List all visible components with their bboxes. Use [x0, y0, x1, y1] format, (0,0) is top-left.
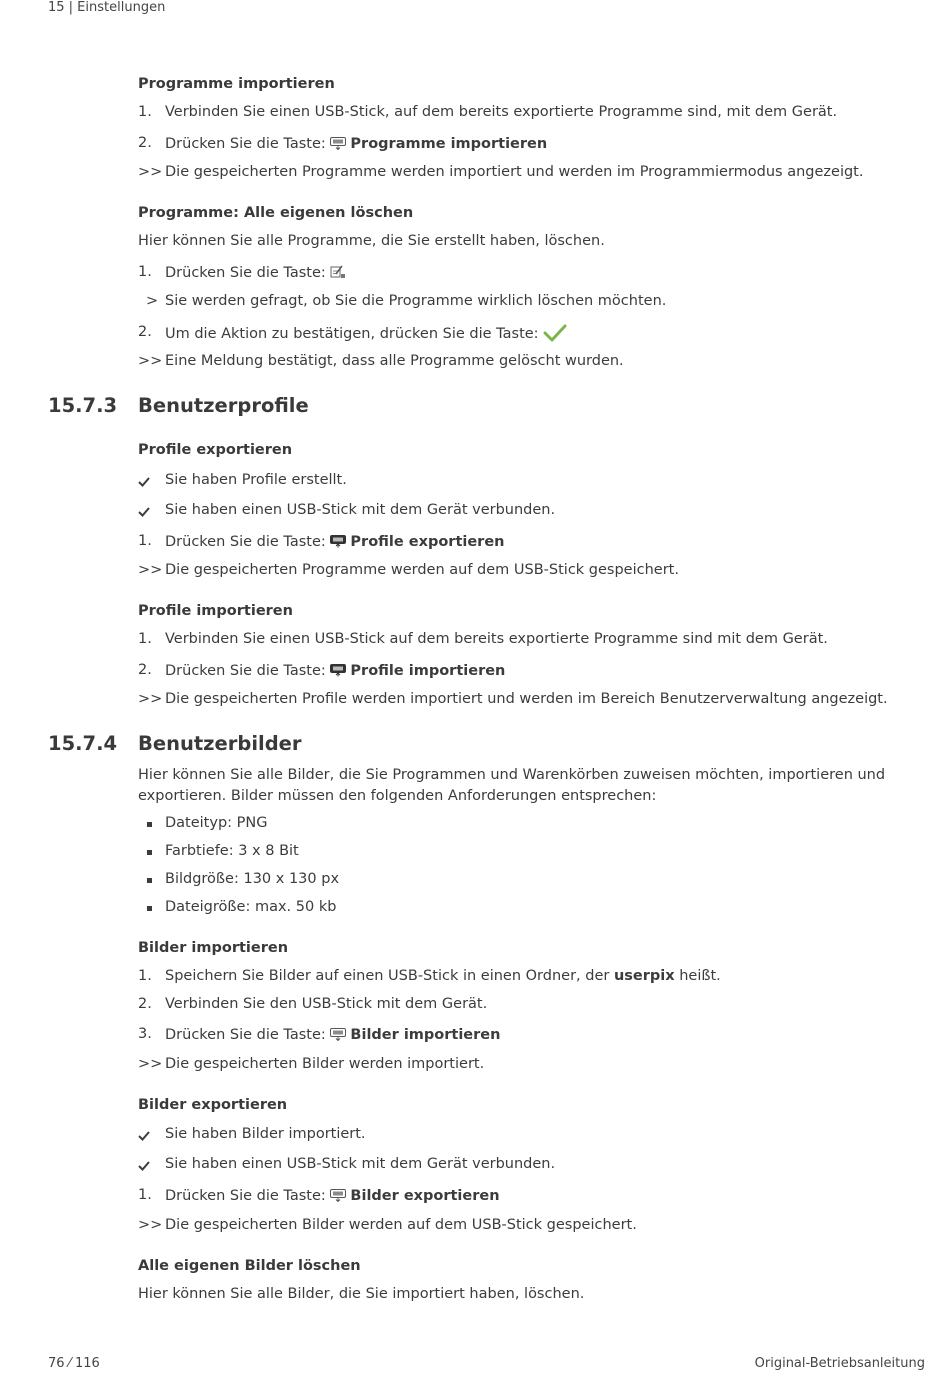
- step-prefix: Drücken Sie die Taste:: [165, 1027, 326, 1043]
- step-text: Verbinden Sie einen USB-Stick auf dem bereits exportierte Programme sind mit dem Gerät.: [165, 631, 828, 647]
- list-item: Bildgröße: 130 x 130 px: [165, 871, 340, 887]
- step-text: [165, 264, 350, 281]
- step-number: 1.: [138, 968, 152, 984]
- button-name: Bilder importieren: [350, 1027, 501, 1043]
- section-title: Benutzerbilder: [138, 732, 302, 755]
- step-text: [165, 1187, 500, 1204]
- heading-bilder-loeschen: Alle eigenen Bilder löschen: [138, 1258, 361, 1274]
- usb-import-icon: [330, 1187, 346, 1202]
- prerequisite-check-icon: [138, 1130, 150, 1142]
- prerequisite-text: Sie haben einen USB-Stick mit dem Gerät verbunden.: [165, 502, 556, 518]
- result-marker: >>: [138, 562, 163, 578]
- step-text: [165, 1026, 500, 1043]
- step-number: 2.: [138, 662, 152, 678]
- result-text: Die gespeicherten Programme werden importiert und werden im Programmiermodus angezeigt.: [165, 164, 864, 180]
- bullet-icon: [147, 878, 152, 883]
- button-name: Programme importieren: [350, 136, 548, 152]
- step-prefix: Drücken Sie die Taste:: [165, 265, 326, 281]
- page-header: 15 | Einstellungen: [48, 0, 166, 15]
- prerequisite-check-icon: [138, 506, 150, 518]
- intro-text: Hier können Sie alle Programme, die Sie erstellt haben, löschen.: [138, 233, 605, 249]
- step-number: 1.: [138, 104, 152, 120]
- button-name: Profile exportieren: [350, 534, 505, 550]
- result-text: Eine Meldung bestätigt, dass alle Programme gelöscht wurden.: [165, 353, 624, 369]
- heading-programme-loeschen: Programme: Alle eigenen löschen: [138, 205, 414, 221]
- prerequisite-check-icon: [138, 1160, 150, 1172]
- result-marker: >>: [138, 1217, 163, 1233]
- result-marker: >>: [138, 164, 163, 180]
- result-text: Die gespeicherten Profile werden importiert und werden im Bereich Benutzerverwaltung angezeigt.: [165, 691, 888, 707]
- page-number: 76 ⁄ 116: [48, 1356, 100, 1371]
- heading-bilder-exportieren: Bilder exportieren: [138, 1097, 288, 1113]
- result-text: Die gespeicherten Bilder werden auf dem USB-Stick gespeichert.: [165, 1217, 637, 1233]
- step-suffix: heißt.: [679, 968, 721, 984]
- step-number: 2.: [138, 135, 152, 151]
- usb-import-icon: [330, 1026, 346, 1041]
- heading-profile-importieren: Profile importieren: [138, 603, 293, 619]
- usb-import-icon: [330, 135, 346, 150]
- step-text: [165, 135, 547, 152]
- heading-profile-exportieren: Profile exportieren: [138, 442, 293, 458]
- section-number: 15.7.3: [48, 394, 118, 417]
- bullet-icon: [147, 906, 152, 911]
- document-title: Original-Betriebsanleitung: [754, 1356, 925, 1371]
- section-title: Benutzerprofile: [138, 394, 309, 417]
- step-prefix: Drücken Sie die Taste:: [165, 534, 326, 550]
- folder-name: userpix: [613, 968, 675, 984]
- result-text: Die gespeicherten Programme werden auf dem USB-Stick gespeichert.: [165, 562, 679, 578]
- step-number: 1.: [138, 1187, 152, 1203]
- intermediate-marker: >: [146, 293, 159, 309]
- step-text: [165, 662, 505, 679]
- usb-export-icon: [330, 662, 346, 677]
- step-number: 2.: [138, 324, 152, 340]
- step-number: 3.: [138, 1026, 152, 1042]
- step-number: 2.: [138, 996, 152, 1012]
- step-prefix: Drücken Sie die Taste:: [165, 1188, 326, 1204]
- prerequisite-check-icon: [138, 476, 150, 488]
- step-prefix: Drücken Sie die Taste:: [165, 136, 326, 152]
- delete-all-icon: [330, 264, 346, 279]
- step-prefix: Um die Aktion zu bestätigen, drücken Sie die Taste:: [165, 326, 539, 342]
- usb-export-icon: [330, 533, 346, 548]
- intermediate-text: Sie werden gefragt, ob Sie die Programme wirklich löschen möchten.: [165, 293, 667, 309]
- bullet-icon: [147, 850, 152, 855]
- heading-bilder-importieren: Bilder importieren: [138, 940, 289, 956]
- intro-text: Hier können Sie alle Bilder, die Sie Programmen und Warenkörben zuweisen möchten, importieren und: [138, 767, 886, 783]
- heading-programme-importieren: Programme importieren: [138, 76, 335, 92]
- bullet-icon: [147, 822, 152, 827]
- result-text: Die gespeicherten Bilder werden importiert.: [165, 1056, 485, 1072]
- prerequisite-text: Sie haben Bilder importiert.: [165, 1126, 366, 1142]
- prerequisite-text: Sie haben einen USB-Stick mit dem Gerät verbunden.: [165, 1156, 556, 1172]
- section-number: 15.7.4: [48, 732, 118, 755]
- result-marker: >>: [138, 1056, 163, 1072]
- button-name: Bilder exportieren: [350, 1188, 500, 1204]
- confirm-check-icon: [543, 324, 567, 342]
- intro-text: Hier können Sie alle Bilder, die Sie importiert haben, löschen.: [138, 1286, 585, 1302]
- list-item: Dateigröße: max. 50 kb: [165, 899, 337, 915]
- step-text: [165, 324, 571, 342]
- list-item: Dateityp: PNG: [165, 815, 268, 831]
- step-number: 1.: [138, 631, 152, 647]
- step-text: [165, 533, 504, 550]
- step-number: 1.: [138, 264, 152, 280]
- button-name: Profile importieren: [350, 663, 506, 679]
- step-text: Verbinden Sie einen USB-Stick, auf dem bereits exportierte Programme sind, mit dem Gerät.: [165, 104, 838, 120]
- step-prefix: Drücken Sie die Taste:: [165, 663, 326, 679]
- intro-text: exportieren. Bilder müssen den folgenden Anforderungen entsprechen:: [138, 788, 657, 804]
- step-text: [165, 968, 721, 984]
- list-item: Farbtiefe: 3 x 8 Bit: [165, 843, 299, 859]
- step-prefix: Speichern Sie Bilder auf einen USB-Stick in einen Ordner, der: [165, 968, 610, 984]
- result-marker: >>: [138, 691, 163, 707]
- result-marker: >>: [138, 353, 163, 369]
- prerequisite-text: Sie haben Profile erstellt.: [165, 472, 347, 488]
- step-number: 1.: [138, 533, 152, 549]
- step-text: Verbinden Sie den USB-Stick mit dem Gerät.: [165, 996, 488, 1012]
